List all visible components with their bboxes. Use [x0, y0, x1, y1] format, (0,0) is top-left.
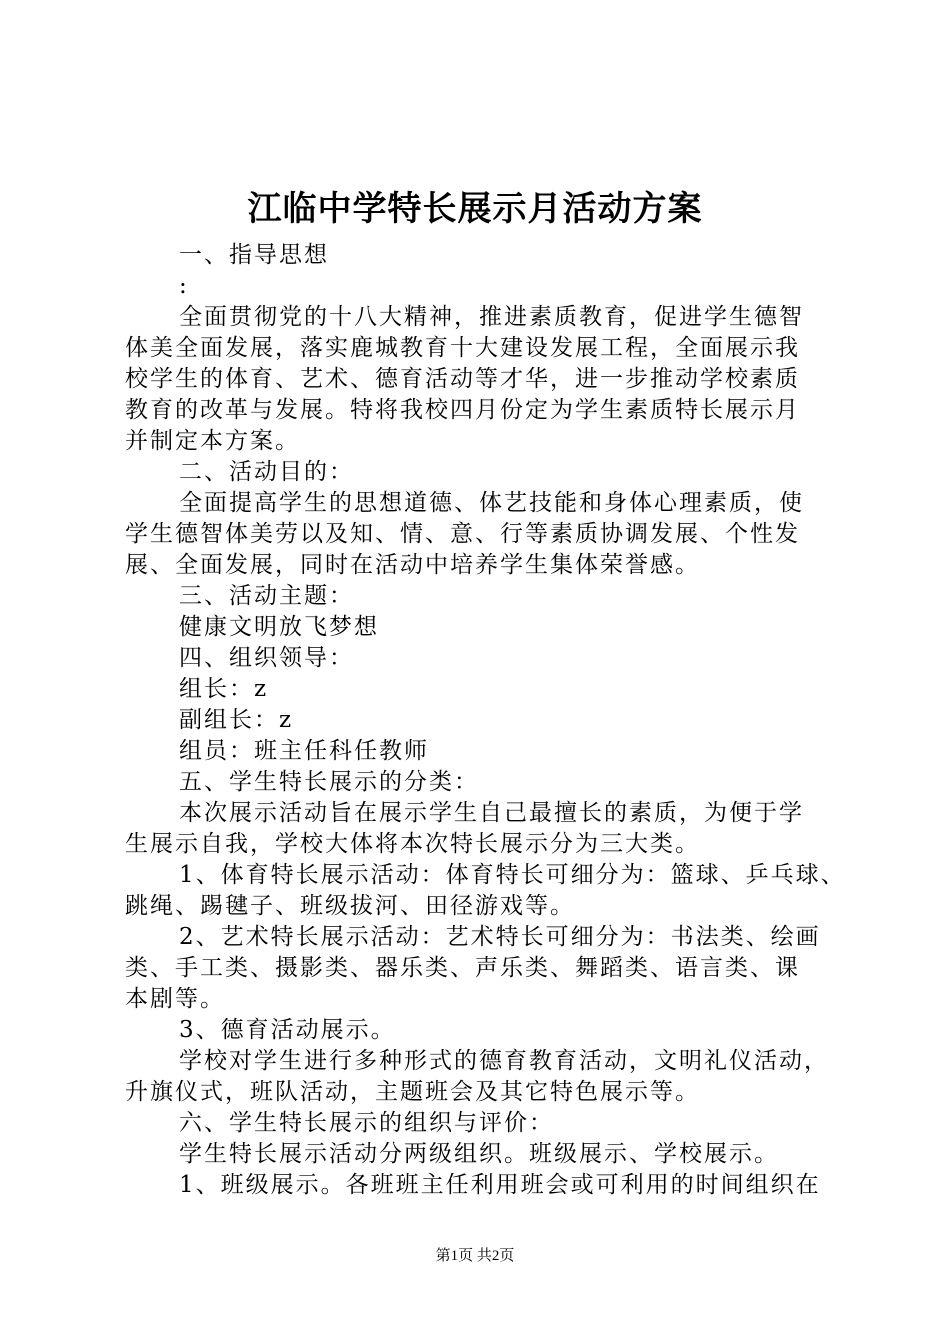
- body-line: 学生德智体美劳以及知、情、意、行等素质协调发展、个性发: [125, 521, 800, 547]
- body-line: 本剧等。: [125, 986, 225, 1012]
- body-line: 三、活动主题：: [179, 583, 354, 609]
- body-line: 并制定本方案。: [125, 428, 300, 454]
- body-line: 1、班级展示。各班班主任利用班会或可利用的时间组织在: [179, 1172, 821, 1198]
- body-line: 健康文明放飞梦想: [179, 614, 379, 640]
- body-line: 组长：z: [179, 676, 269, 702]
- body-line: 教育的改革与发展。特将我校四月份定为学生素质特长展示月: [125, 397, 800, 423]
- body-line: 副组长：z: [179, 707, 294, 733]
- body-line: 2、艺术特长展示活动：艺术特长可细分为：书法类、绘画: [179, 924, 821, 950]
- body-line: 学校对学生进行多种形式的德育教育活动，文明礼仪活动，: [179, 1048, 829, 1074]
- body-line: 学生特长展示活动分两级组织。班级展示、学校展示。: [179, 1141, 779, 1167]
- body-line: 五、学生特长展示的分类：: [179, 769, 479, 795]
- body-line: :: [179, 273, 189, 299]
- body-line: 类、手工类、摄影类、器乐类、声乐类、舞蹈类、语言类、课: [125, 955, 800, 981]
- body-line: 二、活动目的：: [179, 459, 354, 485]
- body-line: 组员：班主任科任教师: [179, 738, 429, 764]
- document-title: 江临中学特长展示月活动方案: [247, 189, 703, 229]
- body-line: 校学生的体育、艺术、德育活动等才华，进一步推动学校素质: [125, 366, 800, 392]
- body-line: 本次展示活动旨在展示学生自己最擅长的素质，为便于学: [179, 800, 804, 826]
- body-line: 一、指导思想: [179, 242, 329, 268]
- page-footer: 第1页 共2页: [435, 1248, 515, 1264]
- body-line: 跳绳、踢毽子、班级拔河、田径游戏等。: [125, 893, 575, 919]
- body-line: 生展示自我，学校大体将本次特长展示分为三大类。: [125, 831, 700, 857]
- body-line: 3、德育活动展示。: [179, 1017, 396, 1043]
- body-line: 全面贯彻党的十八大精神，推进素质教育，促进学生德智: [179, 304, 804, 330]
- body-line: 升旗仪式，班队活动，主题班会及其它特色展示等。: [125, 1079, 700, 1105]
- body-line: 展、全面发展，同时在活动中培养学生集体荣誉感。: [125, 552, 700, 578]
- body-line: 1、体育特长展示活动：体育特长可细分为：篮球、乒乓球、: [179, 862, 846, 888]
- document-body: [125, 207, 846, 1201]
- body-line: 四、组织领导：: [179, 645, 354, 671]
- body-line: 全面提高学生的思想道德、体艺技能和身体心理素质，使: [179, 490, 804, 516]
- body-line: 六、学生特长展示的组织与评价：: [179, 1110, 554, 1136]
- body-line: 体美全面发展，落实鹿城教育十大建设发展工程，全面展示我: [125, 335, 800, 361]
